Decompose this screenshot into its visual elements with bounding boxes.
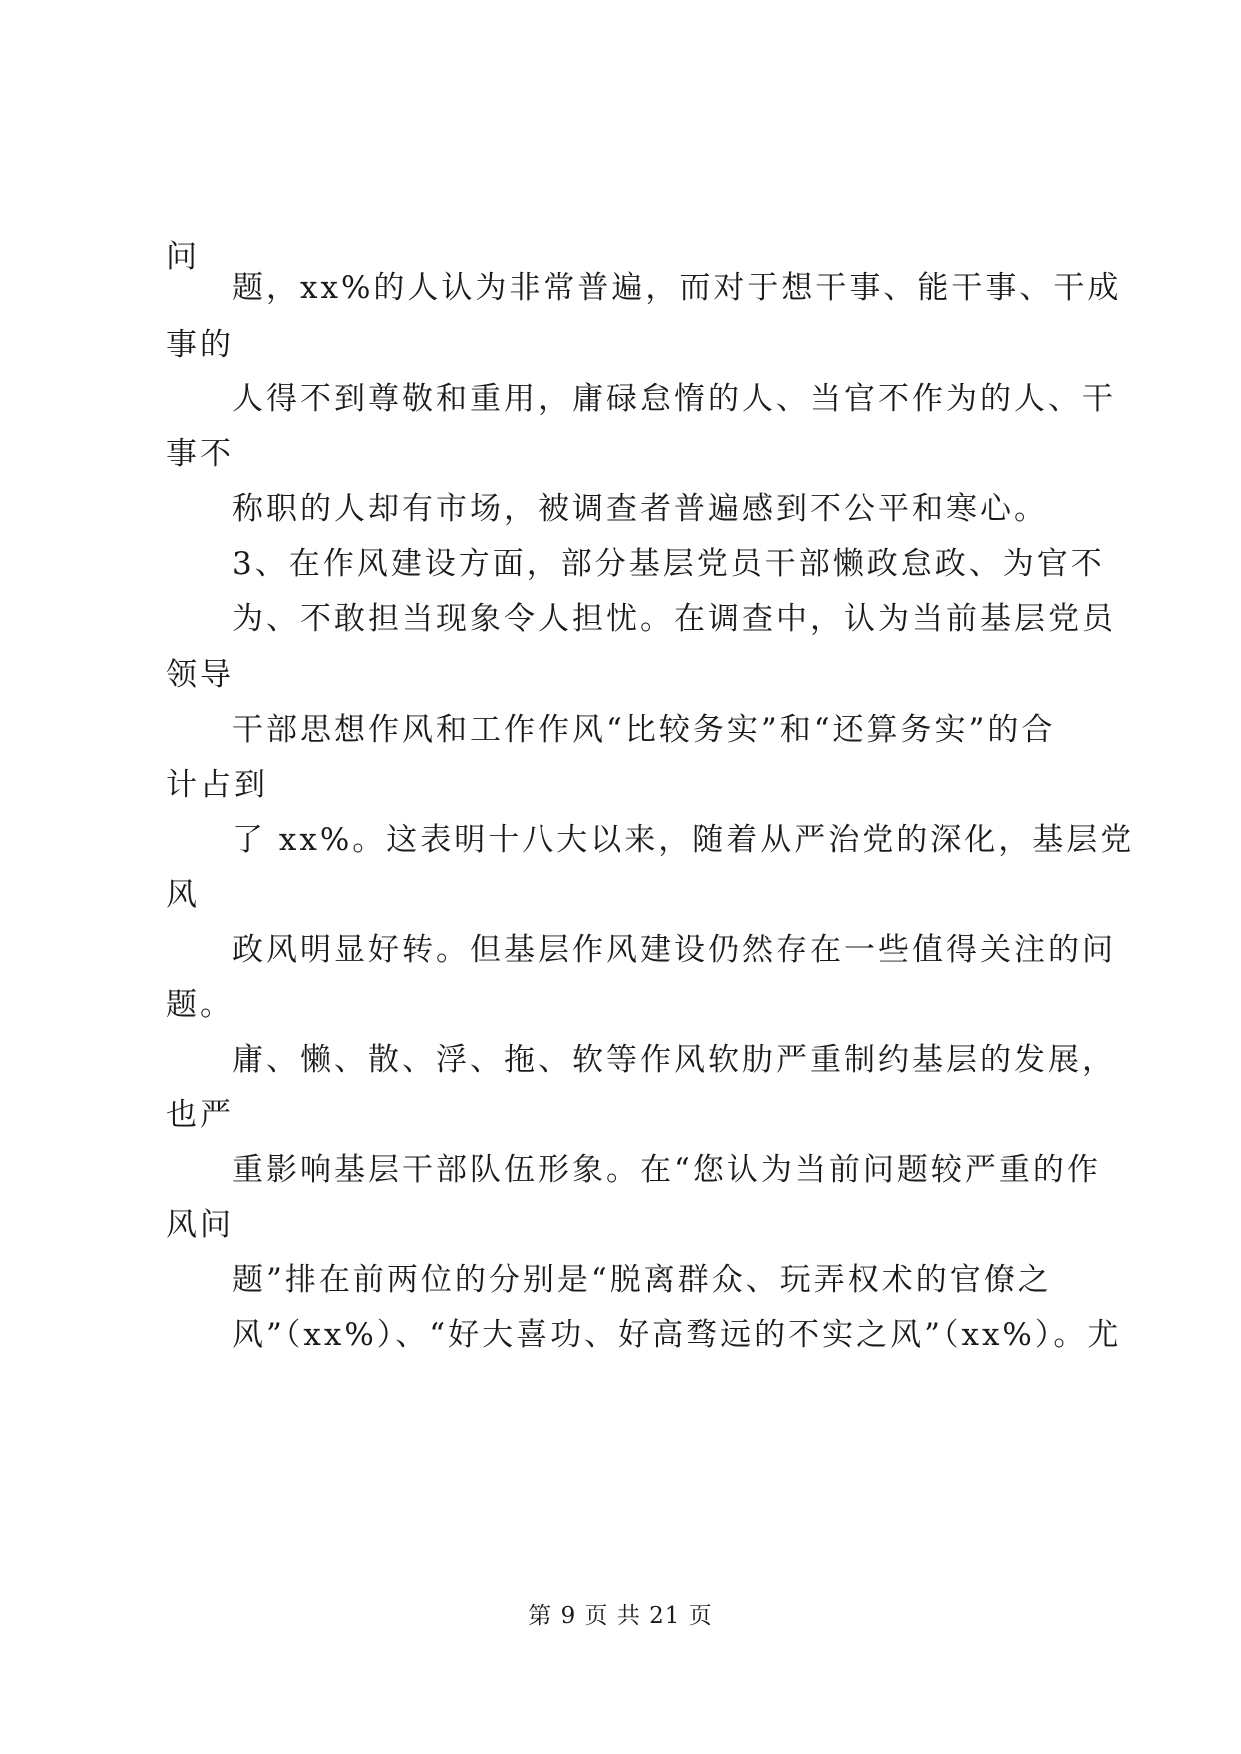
text-line: 重影响基层干部队伍形象。在“您认为当前问题较严重的作 bbox=[232, 1152, 1101, 1188]
text-line: 人得不到尊敬和重用，庸碌怠惰的人、当官不作为的人、干 bbox=[232, 381, 1116, 417]
text-line: 干部思想作风和工作作风“比较务实”和“还算务实”的合 bbox=[232, 712, 1056, 748]
text-line: 也严 bbox=[166, 1097, 234, 1133]
page-number-footer: 第 9 页 共 21 页 bbox=[528, 1603, 713, 1629]
text-line: 为、不敢担当现象令人担忧。在调查中，认为当前基层党员 bbox=[232, 601, 1116, 637]
text-line: 风问 bbox=[166, 1207, 234, 1243]
text-line: 题，xx%的人认为非常普遍，而对于想干事、能干事、干成 bbox=[232, 270, 1122, 306]
text-line: 问 bbox=[166, 239, 200, 275]
text-line: 事的 bbox=[166, 327, 234, 363]
text-line: 政风明显好转。但基层作风建设仍然存在一些值得关注的问 bbox=[232, 932, 1116, 968]
text-line: 风”（xx%）、“好大喜功、好高骛远的不实之风”（xx%）。尤 bbox=[232, 1317, 1122, 1353]
text-line: 题”排在前两位的分别是“脱离群众、玩弄权术的官僚之 bbox=[232, 1262, 1052, 1298]
text-line: 称职的人却有市场，被调查者普遍感到不公平和寒心。 bbox=[232, 491, 1048, 527]
text-line: 风 bbox=[166, 877, 200, 913]
text-line: 领导 bbox=[166, 657, 234, 693]
text-line: 事不 bbox=[166, 436, 234, 472]
text-line: 题。 bbox=[166, 987, 234, 1023]
text-line: 计占到 bbox=[166, 767, 268, 803]
text-line: 3、在作风建设方面，部分基层党员干部懒政怠政、为官不 bbox=[232, 546, 1105, 582]
text-line: 庸、懒、散、浮、拖、软等作风软肋严重制约基层的发展， bbox=[232, 1042, 1116, 1078]
text-line: 了 xx%。这表明十八大以来，随着从严治党的深化，基层党 bbox=[232, 822, 1135, 858]
